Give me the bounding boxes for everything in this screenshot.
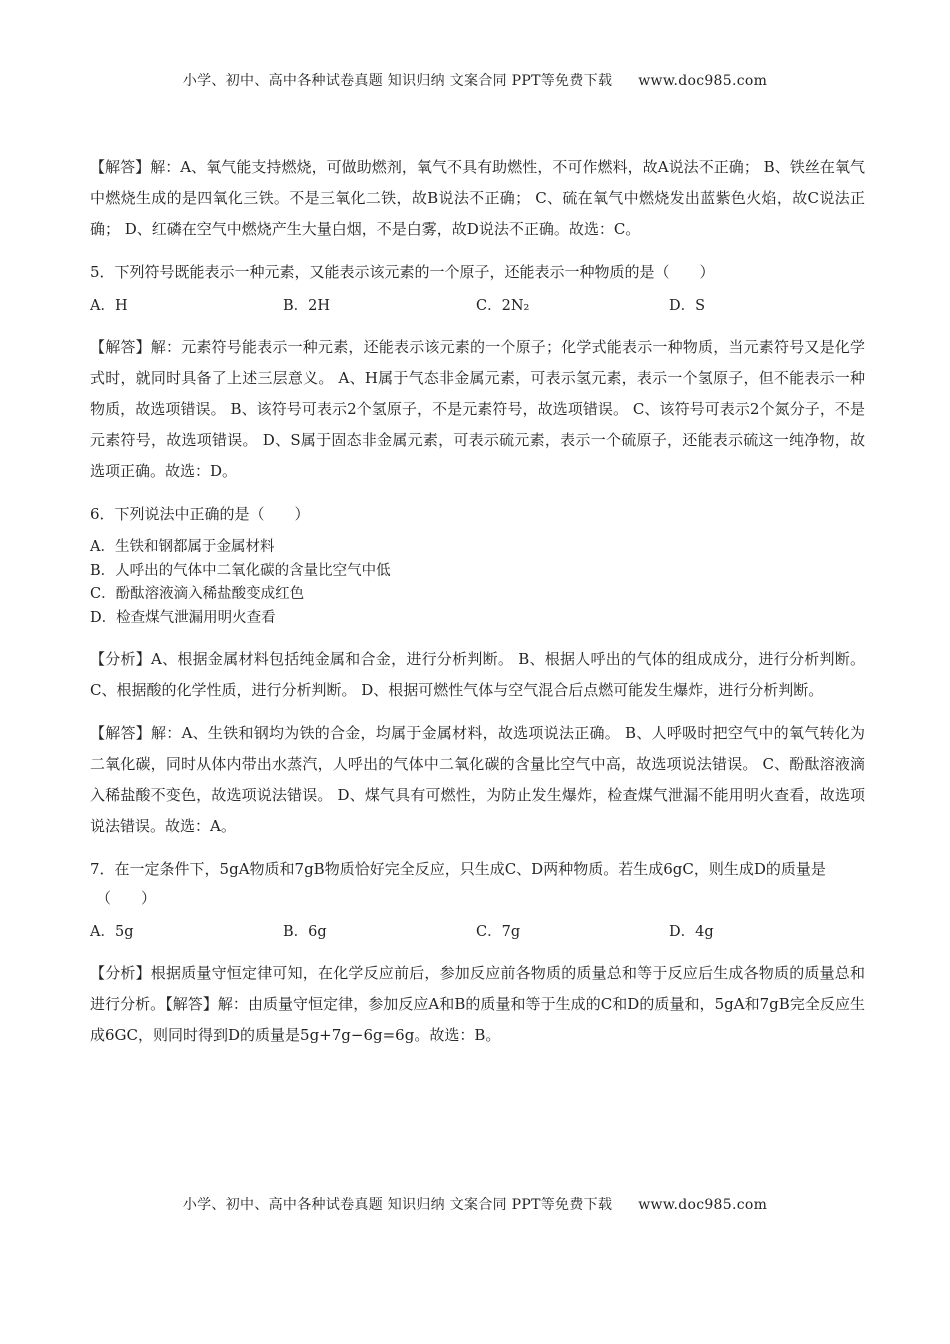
q7-option-b: B．6g: [283, 924, 327, 940]
page-header: [0, 70, 950, 90]
q7-bracket: （ ）: [96, 889, 157, 907]
footer-text: 小学、初中、高中各种试卷真题 知识归纳 文案合同 PPT等免费下载: [182, 1197, 613, 1213]
q5-option-b: B．2H: [283, 298, 331, 314]
q5-option-c: C．2N₂: [476, 298, 530, 314]
q7-option-d: D．4g: [669, 924, 714, 940]
q6-options: [90, 536, 865, 630]
q7-option-a: A．5g: [90, 924, 134, 940]
q7-option-c: C．7g: [476, 924, 521, 940]
q5-options: [90, 294, 865, 318]
q7-answer: 【分析】根据质量守恒定律可知，在化学反应前后，参加反应前各物质的质量总和等于反应后生成各物质的质量总和进行分析。【解答】解：由质量守恒定律，参加反应A和B的质量和等于生成的C和D的质量和，5gA和7gB完全反应生成6GC，则同时得到D的质量是5g+7g−6g=6g。故选：B。: [90, 964, 865, 1044]
q6-option-d: D．检查煤气泄漏用明火查看: [90, 609, 276, 626]
header-text: 小学、初中、高中各种试卷真题 知识归纳 文案合同 PPT等免费下载: [182, 73, 613, 89]
q6-analysis: 【分析】A、根据金属材料包括纯金属和合金，进行分析判断。 B、根据人呼出的气体的组成成分，进行分析判断。 C、根据酸的化学性质，进行分析判断。 D、根据可燃性气体与空气混合后点燃可能发生爆炸，进行分析判断。: [90, 650, 865, 699]
q7-stem: 7．在一定条件下，5gA物质和7gB物质恰好完全反应，只生成C、D两种物质。若生成6gC，则生成D的质量是: [90, 860, 826, 878]
q6-option-a: A．生铁和钢都属于金属材料: [90, 539, 275, 555]
q5-option-d: D．S: [669, 298, 706, 314]
q5-option-a: A．H: [90, 298, 128, 314]
q6-option-c: C．酚酞溶液滴入稀盐酸变成红色: [90, 586, 305, 602]
header-url[interactable]: www.doc985.com: [638, 73, 768, 89]
q7-options: [90, 920, 865, 944]
page-footer: [0, 1194, 950, 1214]
q5-stem: 5．下列符号既能表示一种元素，又能表示该元素的一个原子，还能表示一种物质的是（ ）: [90, 263, 715, 281]
document-body: [90, 152, 865, 1063]
q4-answer: 【解答】解：A、氧气能支持燃烧，可做助燃剂，氧气不具有助燃性，不可作燃料，故A说法不正确； B、铁丝在氧气中燃烧生成的是四氧化三铁。不是三氧化二铁，故B说法不正确； C、硫在氧气中燃烧发出蓝紫色火焰，故C说法正确； D、红磷在空气中燃烧产生大量白烟，不是白雾，故D说法不正确。故选：C。: [90, 158, 865, 238]
footer-url[interactable]: www.doc985.com: [638, 1197, 768, 1213]
q5-answer: 【解答】解：元素符号能表示一种元素，还能表示该元素的一个原子；化学式能表示一种物质，当元素符号又是化学式时，就同时具备了上述三层意义。 A、H属于气态非金属元素，可表示氢元素，表示一个氢原子，但不能表示一种物质，故选项错误。 B、该符号可表示2个氢原子，不是元素符号，故选项错误。 C、该符号可表示2个氮分子，不是元素符号，故选项错误。 D、S属于固态非金属元素，可表示硫元素，表示一个硫原子，还能表示硫这一纯净物，故选项正确。故选：D。: [90, 338, 865, 480]
q6-answer: 【解答】解：A、生铁和钢均为铁的合金，均属于金属材料，故选项说法正确。 B、人呼吸时把空气中的氧气转化为二氧化碳，同时从体内带出水蒸汽，人呼出的气体中二氧化碳的含量比空气中高，故选项说法错误。 C、酚酞溶液滴入稀盐酸不变色，故选项说法错误。 D、煤气具有可燃性，为防止发生爆炸，检查煤气泄漏不能用明火查看，故选项说法错误。故选：A。: [90, 724, 865, 835]
q6-option-b: B．人呼出的气体中二氧化碳的含量比空气中低: [90, 562, 391, 579]
q6-stem: 6．下列说法中正确的是（ ）: [90, 505, 310, 523]
